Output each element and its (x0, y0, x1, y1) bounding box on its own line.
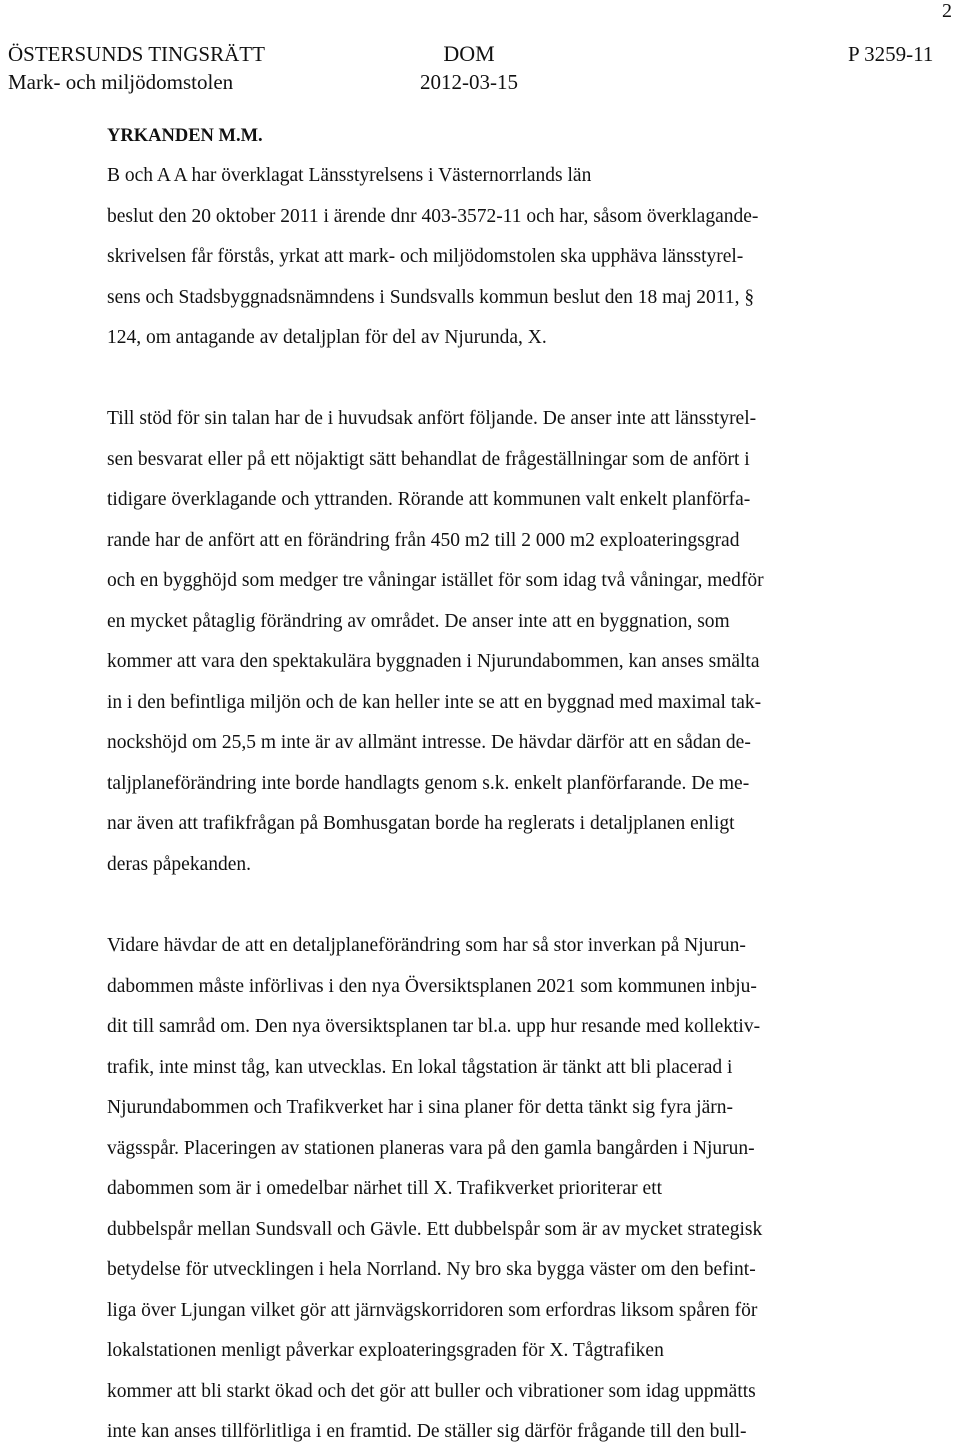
text-line: dit till samråd om. Den nya översiktsplanen tar bl.a. upp hur resande med kollektiv- (107, 1016, 761, 1037)
case-number: P 3259-11 (848, 42, 934, 66)
paragraph-gap (107, 885, 897, 926)
text-line: nockshöjd om 25,5 m inte är av allmänt intresse. De hävdar därför att en sådan de- (107, 732, 751, 753)
text-line: rande har de anfört att en förändring från 450 m2 till 2 000 m2 exploateringsgrad (107, 529, 740, 551)
text-line: beslut den 20 oktober 2011 i ärende dnr 403-3572-11 och har, såsom överklagande- (107, 205, 759, 227)
text-line: deras påpekanden. (107, 853, 252, 875)
text-line: taljplaneförändring inte borde handlagts genom s.k. enkelt planförfarande. De me- (107, 772, 750, 794)
document-type: DOM (443, 41, 495, 66)
text-line: inte kan anses tillförlitliga i en framtid. De ställer sig därför frågande till den bull- (107, 1421, 747, 1442)
header-document-block (420, 40, 518, 96)
page-number: 2 (942, 0, 952, 22)
text-line: Njurundabommen och Trafikverket har i sina planer för detta tänkt sig fyra järn- (107, 1097, 733, 1118)
court-division: Mark- och miljödomstolen (8, 70, 234, 94)
document-date: 2012-03-15 (420, 70, 518, 94)
paragraph-gap (107, 359, 897, 400)
text-line: betydelse för utvecklingen i hela Norrland. Ny bro ska bygga väster om den befint- (107, 1259, 756, 1280)
text-line: in i den befintliga miljön och de kan heller inte se att en byggnad med maximal tak- (107, 691, 762, 713)
text-line: tidigare överklagande och yttranden. Rörande att kommunen valt enkelt planförfa- (107, 489, 751, 510)
document-body (107, 124, 897, 1453)
text-line: sens och Stadsbyggnadsnämndens i Sundsvalls kommun beslut den 18 maj 2011, § (107, 286, 755, 308)
text-line: dabommen som är i omedelbar närhet till X. Trafikverket prioriterar ett (107, 1178, 663, 1199)
text-line: trafik, inte minst tåg, kan utvecklas. En lokal tågstation är tänkt att bli placerad i (107, 1056, 733, 1078)
text-line: sen besvarat eller på ett nöjaktigt sätt behandlat de frågeställningar som de anfört i (107, 448, 750, 470)
text-line: dubbelspår mellan Sundsvall och Gävle. Ett dubbelspår som är av mycket strategisk (107, 1218, 763, 1240)
text-line: kommer att bli starkt ökad och det gör att buller och vibrationer som idag uppmätts (107, 1380, 756, 1402)
text-line: Vidare hävdar de att en detaljplaneförändring som har så stor inverkan på Njurun- (107, 935, 746, 956)
text-line: vägsspår. Placeringen av stationen planeras vara på den gamla bangården i Njurun- (107, 1137, 755, 1159)
text-line: dabommen måste införlivas i den nya Översiktsplanen 2021 som kommunen inbju- (107, 975, 757, 997)
text-line: lokalstationen menligt påverkar exploateringsgraden för X. Tågtrafiken (107, 1340, 664, 1361)
text-line: kommer att vara den spektakulära byggnaden i Njurundabommen, kan anses smälta (107, 651, 760, 672)
text-line: och en bygghöjd som medger tre våningar istället för som idag två våningar, medför (107, 570, 764, 591)
court-name: ÖSTERSUNDS TINGSRÄTT (8, 42, 265, 66)
paragraph-grounds (107, 399, 897, 885)
text-line: B och A A har överklagat Länsstyrelsens i Västernorrlands län (107, 165, 592, 186)
paragraph-further (107, 926, 897, 1453)
paragraph-claims (107, 156, 897, 359)
text-line: 124, om antagande av detaljplan för del av Njurunda, X. (107, 327, 547, 348)
text-line: liga över Ljungan vilket gör att järnvägskorridoren som erfordras liksom spåren för (107, 1299, 758, 1321)
text-line: skrivelsen får förstås, yrkat att mark- och miljödomstolen ska upphäva länsstyrel- (107, 246, 744, 267)
text-line: nar även att trafikfrågan på Bomhusgatan borde ha reglerats i detaljplanen enligt (107, 813, 735, 834)
section-heading: YRKANDEN M.M. (107, 126, 263, 146)
header-court-block (8, 40, 265, 96)
text-line: en mycket påtaglig förändring av området. De anser inte att en byggnation, som (107, 610, 730, 632)
text-line: Till stöd för sin talan har de i huvudsak anfört följande. De anser inte att länsstyrel- (107, 408, 757, 429)
